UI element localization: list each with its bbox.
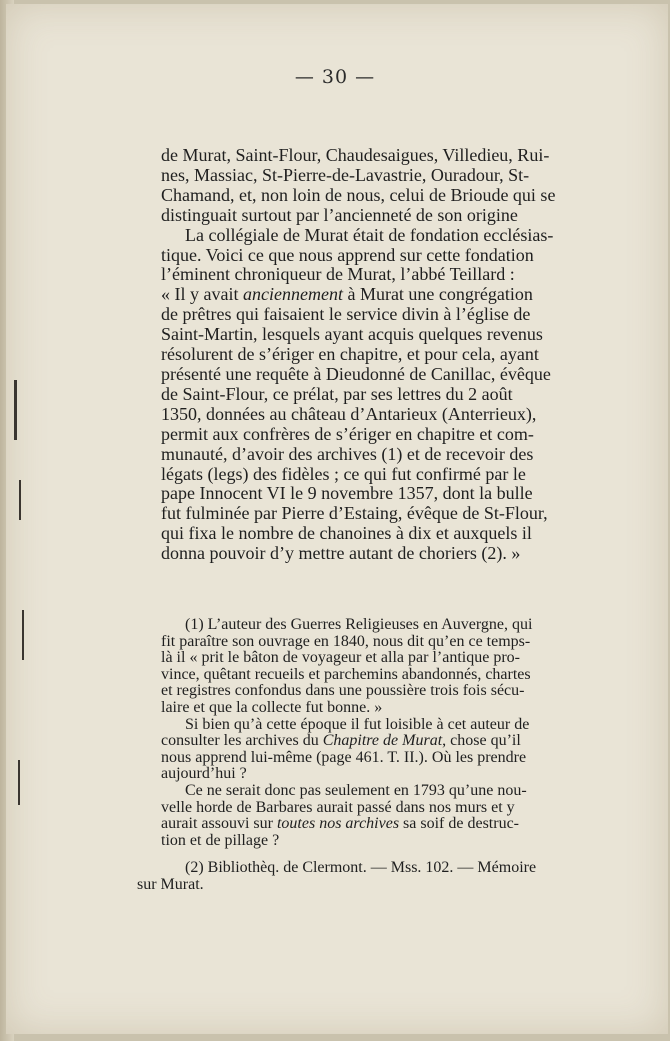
text-line: à Murat une congrégation [342, 284, 533, 305]
text-line: sa soif de destruc- [399, 815, 520, 833]
footnotes [137, 616, 617, 894]
text-line: Saint-Martin, lesquels ayant acquis quelques revenus [161, 324, 543, 345]
text-line: là il « prit le bâton de voyageur et alla par l’antique pro- [161, 649, 520, 667]
text-line: laire et que la collecte fut bonne. » [161, 698, 383, 716]
italic-text: Chapitre de Murat [322, 732, 443, 750]
text-line: , chose qu’il [442, 732, 521, 750]
text-line: de Murat, Saint-Flour, Chaudesaigues, Villedieu, Rui- [161, 145, 550, 165]
text-line: de Saint-Flour, ce prélat, par ses lettres du 2 août [161, 383, 513, 404]
text-line: pape Innocent VI le 9 novembre 1357, dont la bulle [161, 483, 533, 504]
page-number: — 30 — [294, 66, 376, 88]
footnote-1 [161, 617, 617, 717]
text-line: présenté une requête à Dieudonné de Canillac, évêque [161, 363, 551, 384]
margin-mark [19, 480, 21, 520]
text-line: 1350, données au château d’Antarieux (Anterrieux), [161, 403, 537, 424]
text-line: aurait assouvi sur [161, 815, 277, 833]
footnote-2 [137, 859, 617, 893]
text-line: Si bien qu’à cette époque il fut loisible à cet auteur de [185, 715, 530, 733]
main-text [161, 146, 617, 564]
paragraph-2 [161, 226, 617, 564]
text-line: consulter les archives du [161, 732, 323, 750]
text-line: légats (legs) des fidèles ; ce qui fut confirmé par le [161, 463, 526, 484]
text-line: et registres confondus dans une poussière trois fois sécu- [161, 682, 525, 700]
text-line: velle horde de Barbares aurait passé dans nos murs et y [161, 798, 515, 816]
italic-text: toutes nos archives [276, 815, 400, 833]
text-line: Chamand, et, non loin de nous, celui de Brioude qui se [161, 184, 556, 205]
margin-mark [22, 610, 24, 660]
text-line: nous apprend lui-même (page 461. T. II.). Où les prendre [161, 748, 527, 766]
text-line: « Il y avait [161, 284, 243, 305]
margin-mark [18, 760, 20, 805]
text-line: sur Murat. [137, 875, 204, 893]
margin-mark [14, 380, 17, 440]
italic-text: anciennement [242, 284, 343, 305]
text-line: munauté, d’avoir des archives (1) et de recevoir des [161, 443, 534, 464]
paragraph-1 [161, 146, 617, 226]
text-line: permit aux confrères de s’ériger en chapitre et com- [161, 423, 534, 444]
text-line: vince, quêtant recueils et parchemins abandonnés, chartes [161, 665, 531, 683]
text-line: fut fulminée par Pierre d’Estaing, évêque de St-Flour, [161, 503, 548, 524]
text-line: La collégiale de Murat était de fondation ecclésias- [185, 224, 554, 245]
footnote-1-conclusion [161, 783, 617, 849]
text-line: nes, Massiac, St-Pierre-de-Lavastrie, Ouradour, St- [161, 164, 530, 185]
text-line: (2) Bibliothèq. de Clermont. — Mss. 102. — Mémoire [185, 859, 537, 877]
text-line: fit paraître son ouvrage en 1840, nous dit qu’en ce temps- [161, 632, 531, 650]
text-line: qui fixa le nombre de chanoines à dix et auxquels il [161, 523, 532, 544]
text-line: Ce ne serait donc pas seulement en 1793 qu’une nou- [185, 781, 527, 799]
text-line: résolurent de s’ériger en chapitre, et pour cela, ayant [161, 344, 539, 365]
text-line: (1) L’auteur des Guerres Religieuses en Auvergne, qui [185, 616, 533, 633]
text-line: l’éminent chroniqueur de Murat, l’abbé Teillard : [161, 264, 515, 285]
text-line: tion et de pillage ? [161, 831, 280, 849]
text-line: de prêtres qui faisaient le service divin à l’église de [161, 304, 531, 325]
text-line: tique. Voici ce que nous apprend sur cette fondation [161, 244, 534, 265]
text-line: distinguait surtout par l’ancienneté de son origine [161, 204, 518, 225]
text-line: donna pouvoir d’y mettre autant de choriers (2). » [161, 543, 521, 564]
text-line: aujourd’hui ? [161, 765, 247, 783]
footnote-1-continued [161, 717, 617, 783]
